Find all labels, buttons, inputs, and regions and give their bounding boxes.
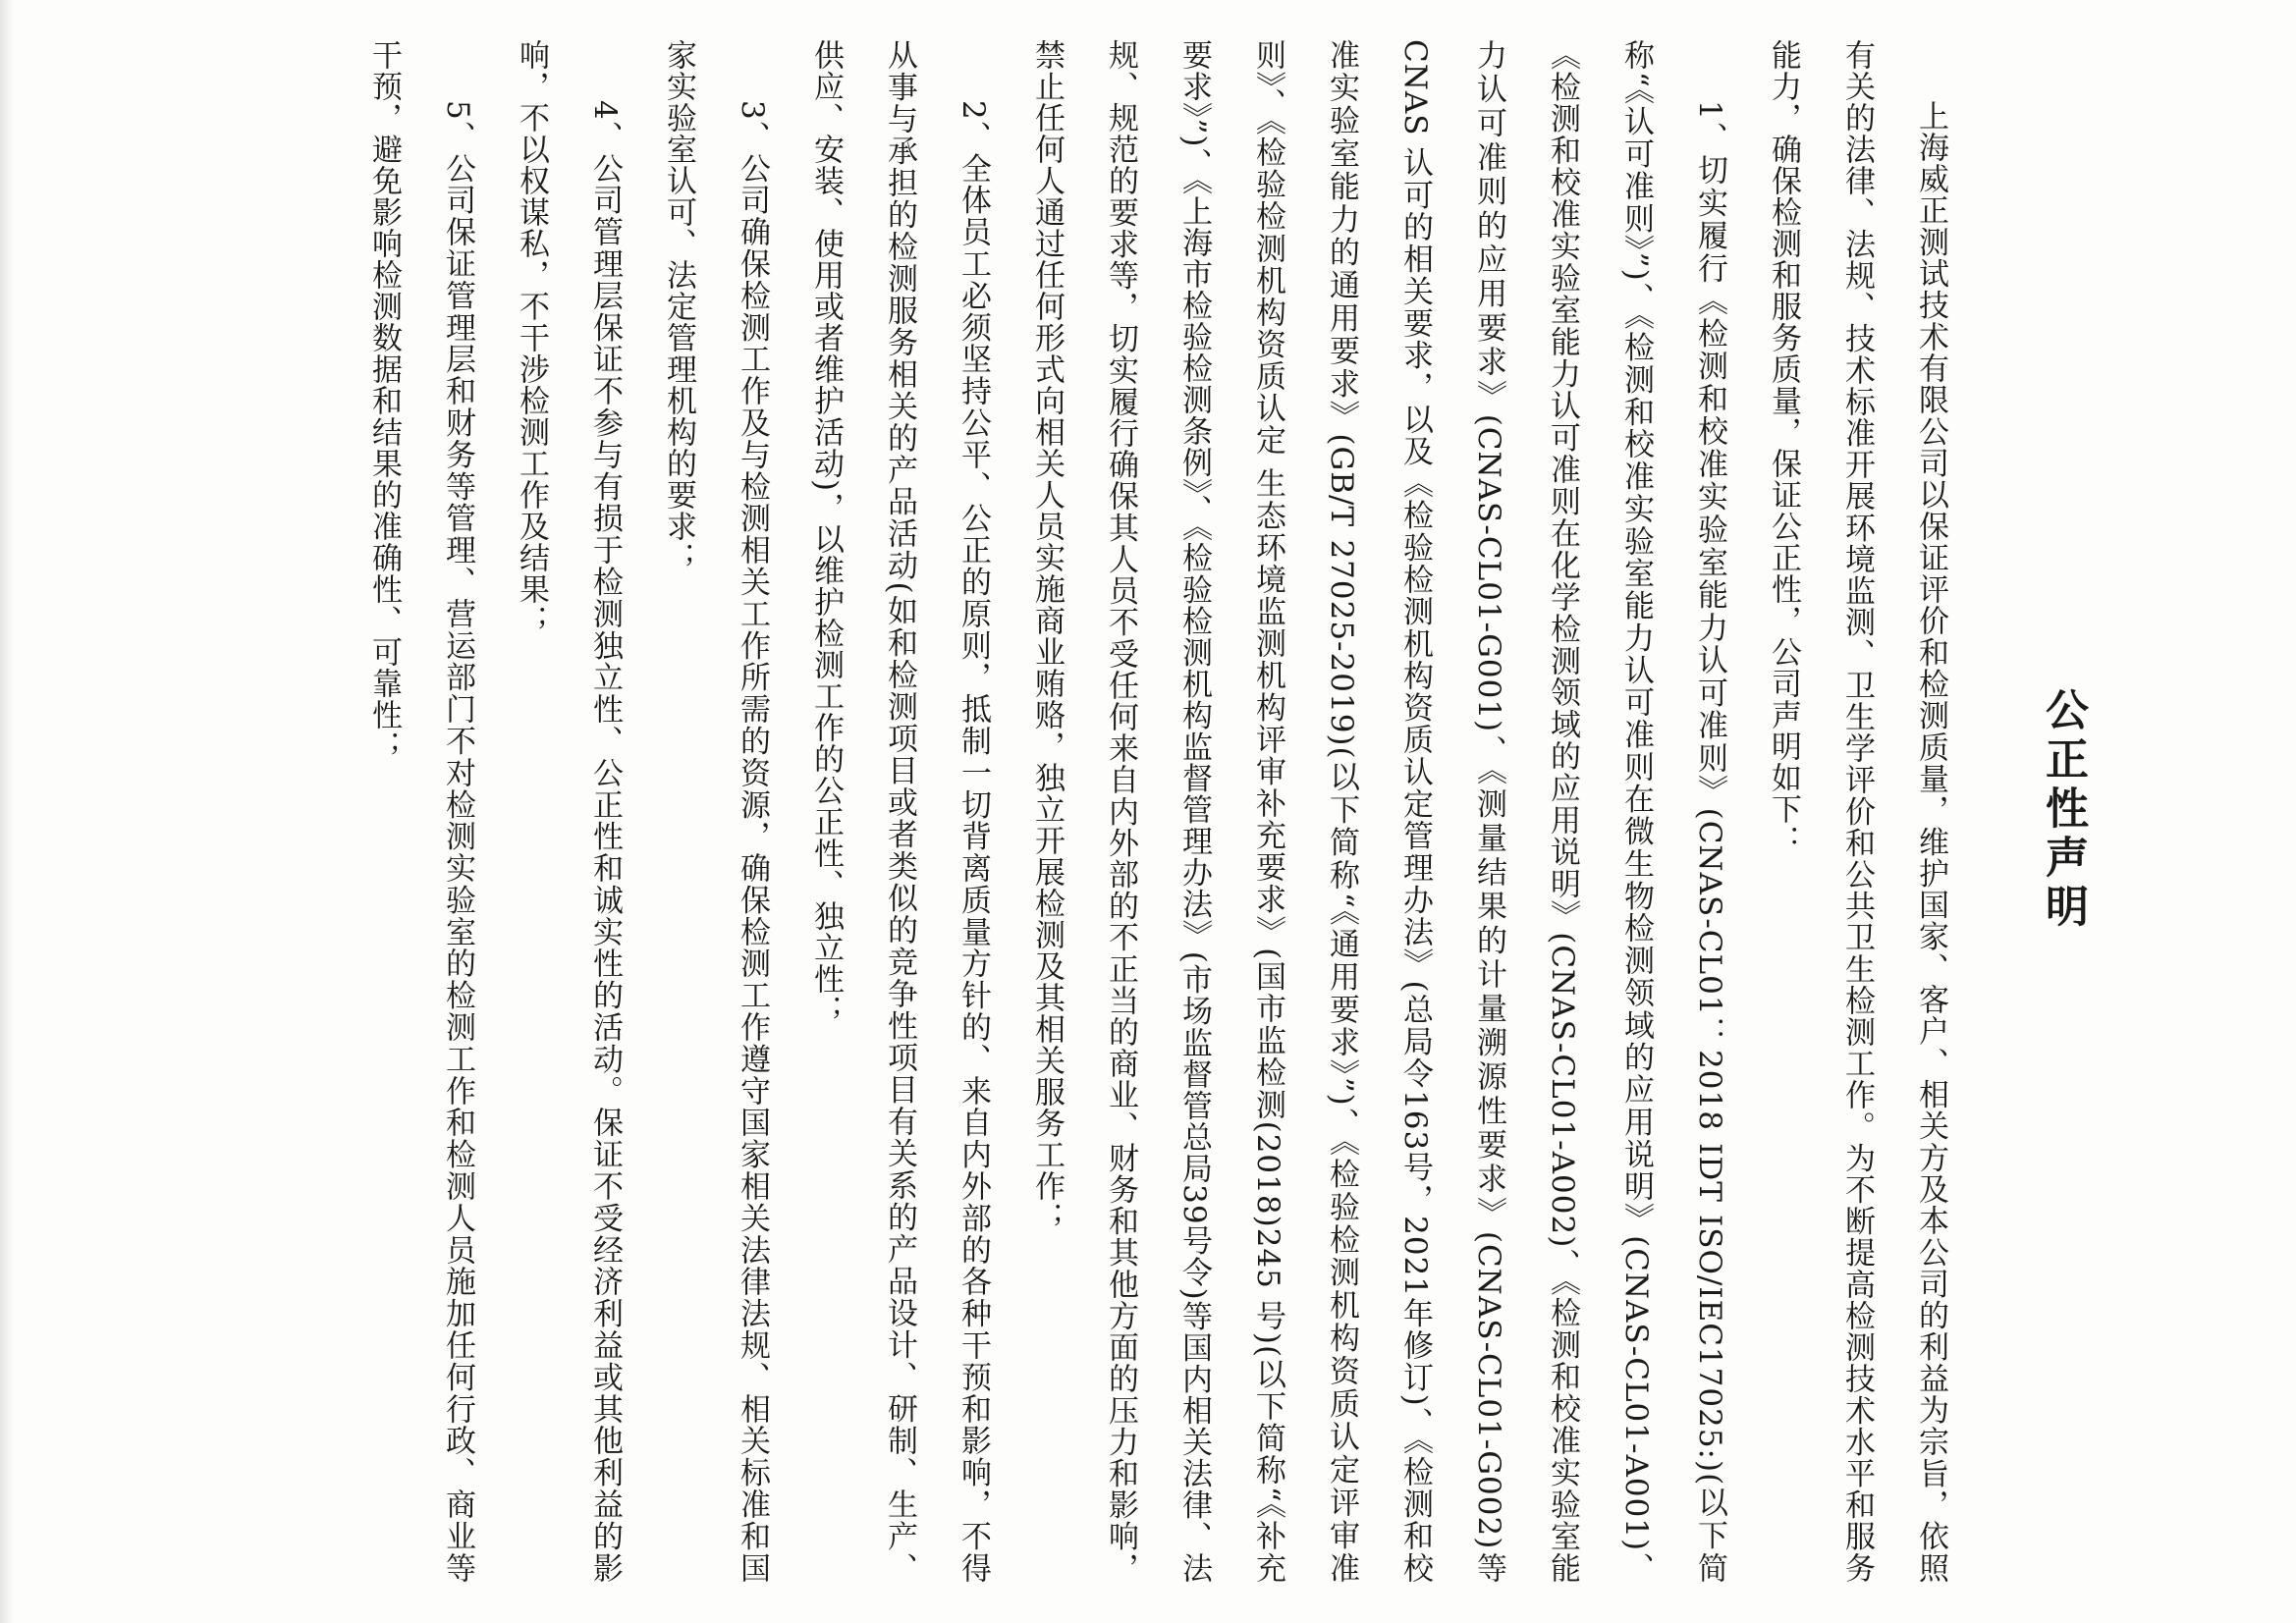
document-title: 公正性声明 [2038, 687, 2088, 933]
clause-5 [347, 39, 494, 1584]
clause-number: 4、 [587, 100, 623, 153]
clause-text: 公司管理层保证不参与有损于检测独立性、公正性和诚实性的活动。保证不受经济利益或其他利益的影响，不以权谋私，不干涉检测工作及结果； [514, 39, 623, 1585]
clause-4 [494, 39, 641, 1584]
clause-number: 1、 [1692, 100, 1727, 155]
clause-2 [789, 39, 1010, 1584]
clause-3 [641, 39, 789, 1584]
clause-1 [1010, 39, 1746, 1584]
clause-text: 全体员工必须坚持公平、公正的原则，抵制一切背离质量方针的、来自内外部的各种干预和影响，不得从事与承担的检测服务相关的产品活动(如和检测项目或者类似的竞争性项目有关系的产品设计、研制、生产、供应、安装、使用或者维护活动)，以维护检测工作的公正性、独立性； [808, 39, 991, 1585]
clause-text: 切实履行《检测和校准实验室能力认可准则》(CNAS-CL01：2018 IDT ISO/IEC17025:)(以下简称“《认可准则》”)、《检测和校准实验室能力认可准则在微生物检测领域的应用说明》(CNAS-CL01-A001)、《检测和校准实验室能力认可准则在化学检测领域的应用说明》(CNAS-CL01-A002)、《检测和校准实验室能力认可准则的应用要求》(CNAS-CL01-G001)、《测量结果的计量溯源性要求》(CNAS-CL01-G002)等CNAS 认可的相关要求，以及《检验检测机构资质认定管理办法》(总局令163号，2021年修订)、《检测和校准实验室能力的通用要求》(GB/T 27025-2019)(以下简称“《通用要求》”)、《检验检测机构资质认定评审准则》、《检验检测机构资质认定 生态环境监测机构评审补充要求》(国市监检测(2018)245 号)(以下简称“《补充要求》”)、《上海市检验检测条例》、《检验检测机构监督管理办法》(市场监督管总局39号令)等国内相关法律、法规、规范的要求等，切实履行确保其人员不受任何来自内外部的不正当的商业、财务和其他方面的压力和影响，禁止任何人通过任何形式向相关人员实施商业贿赂，独立开展检测及其相关服务工作； [1029, 39, 1727, 1584]
clause-text: 公司保证管理层和财务等管理、营运部门不对检测实验室的检测工作和检测人员施加任何行政、商业等干预，避免影响检测数据和结果的准确性、可靠性； [366, 39, 475, 1585]
intro-paragraph: 上海威正测试技术有限公司以保证评价和检测质量，维护国家、客户、相关方及本公司的利益为宗旨，依照有关的法律、法规、技术标准开展环境监测、卫生学评价和公共卫生检测工作。为不断提高检测技术水平和服务能力，确保检测和服务质量，保证公正性，公司声明如下： [1766, 39, 1948, 1584]
clause-number: 5、 [440, 100, 475, 153]
clause-number: 3、 [735, 100, 770, 153]
clause-number: 2、 [956, 100, 991, 153]
clause-text: 公司确保检测工作及与检测相关工作所需的资源，确保检测工作遵守国家相关法律法规、相关标准和国家实验室认可、法定管理机构的要求； [661, 39, 770, 1585]
